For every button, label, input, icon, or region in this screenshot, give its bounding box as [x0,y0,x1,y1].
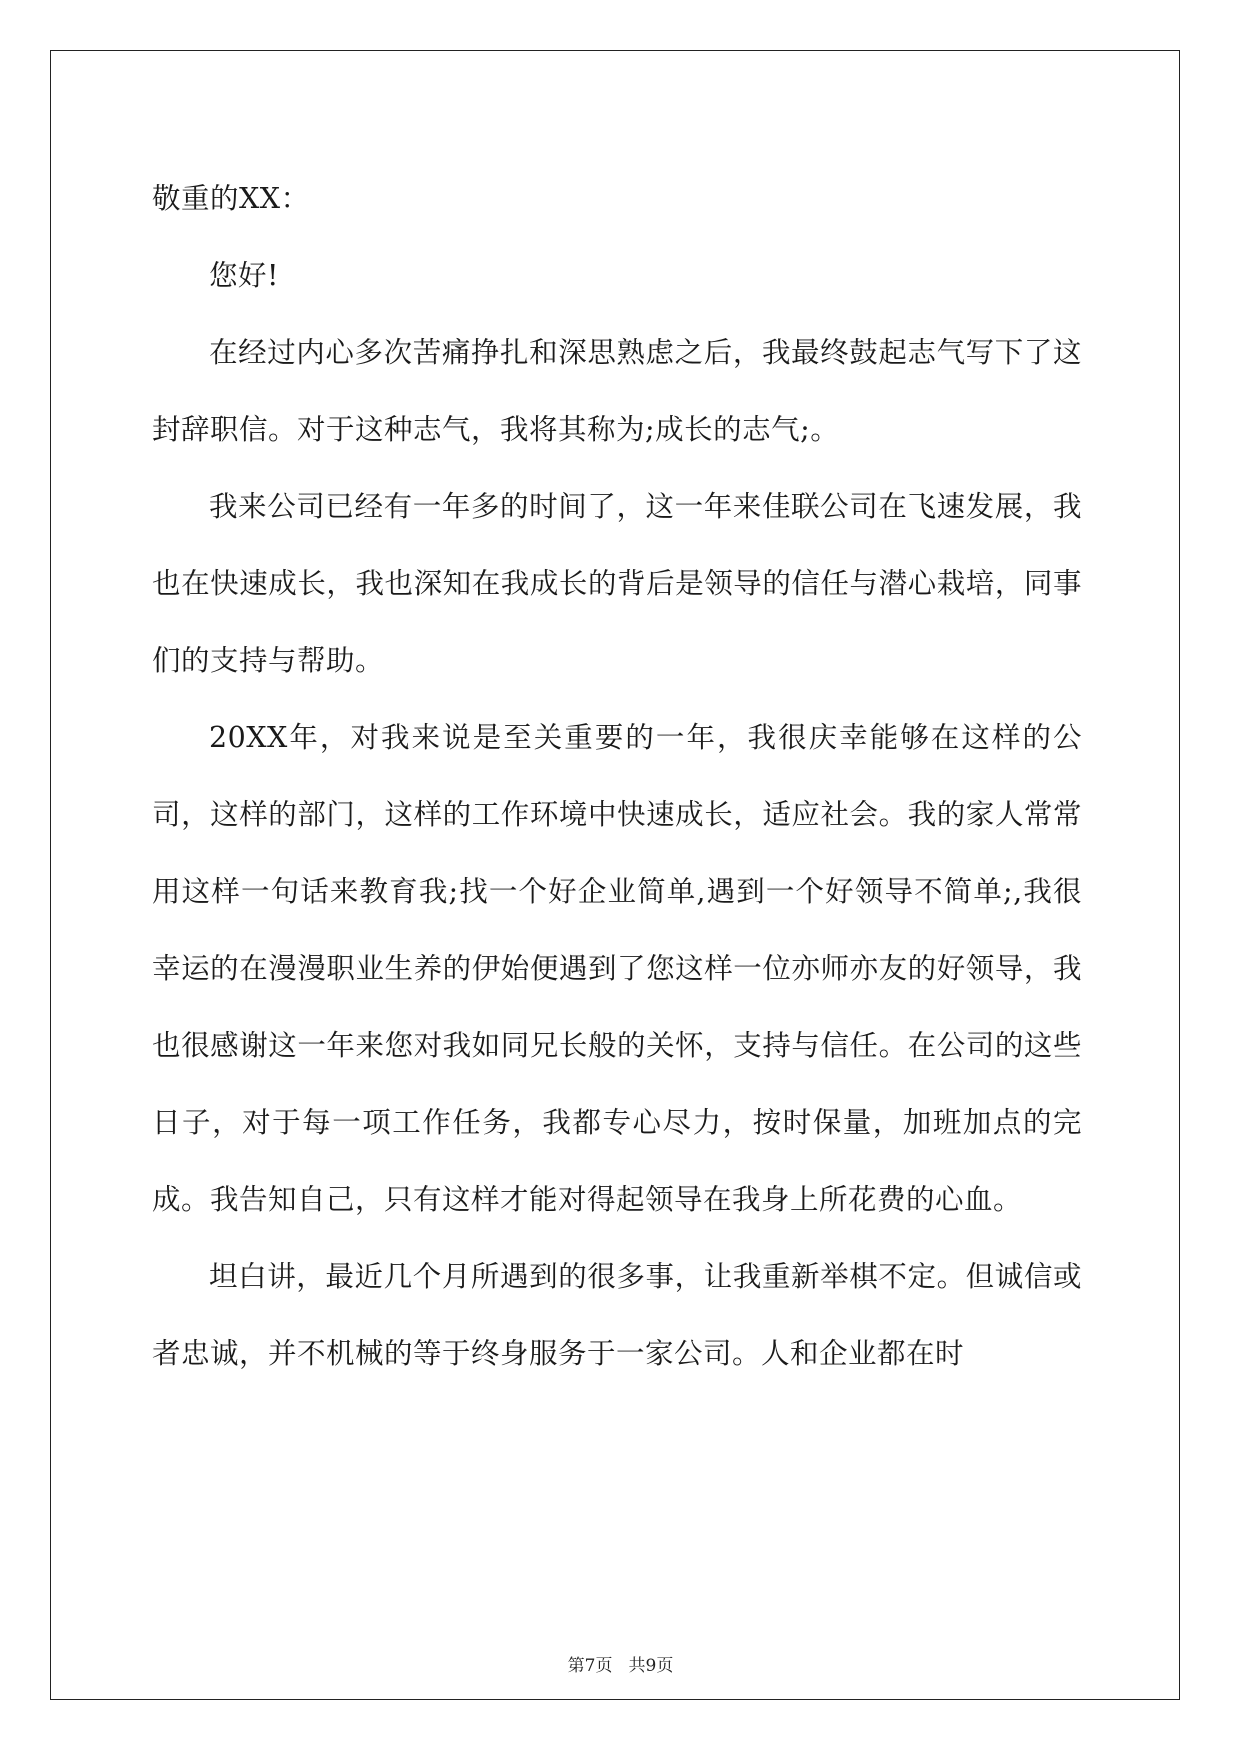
page-footer [0,1654,1241,1678]
greeting: 您好! [209,259,279,292]
paragraph: 20XX年，对我来说是至关重要的一年，我很庆幸能够在这样的公司，这样的部门，这样的工作环境中快速成长，适应社会。我的家人常常用这样一句话来教育我;找一个好企业简单,遇到一个好领导不简单;,我很幸运的在漫漫职业生养的伊始便遇到了您这样一位亦师亦友的好领导，我也很感谢这一年来您对我如同兄长般的关怀，支持与信任。在公司的这些日子，对于每一项工作任务，我都专心尽力，按时保量，加班加点的完成。我告知自己，只有这样才能对得起领导在我身上所花费的心血。 [152,721,1082,1216]
paragraph: 坦白讲，最近几个月所遇到的很多事，让我重新举棋不定。但诚信或者忠诚，并不机械的等于终身服务于一家公司。人和企业都在时 [152,1260,1082,1370]
paragraph: 我来公司已经有一年多的时间了，这一年来佳联公司在飞速发展，我也在快速成长，我也深知在我成长的背后是领导的信任与潜心栽培，同事们的支持与帮助。 [152,490,1082,677]
paragraph: 在经过内心多次苦痛挣扎和深思熟虑之后，我最终鼓起志气写下了这封辞职信。对于这种志气，我将其称为;成长的志气;。 [152,336,1082,446]
salutation: 敬重的XX： [152,182,310,215]
page-number: 第7页 [567,1656,613,1676]
page-total: 共9页 [628,1656,674,1676]
letter-body [152,160,1082,1392]
